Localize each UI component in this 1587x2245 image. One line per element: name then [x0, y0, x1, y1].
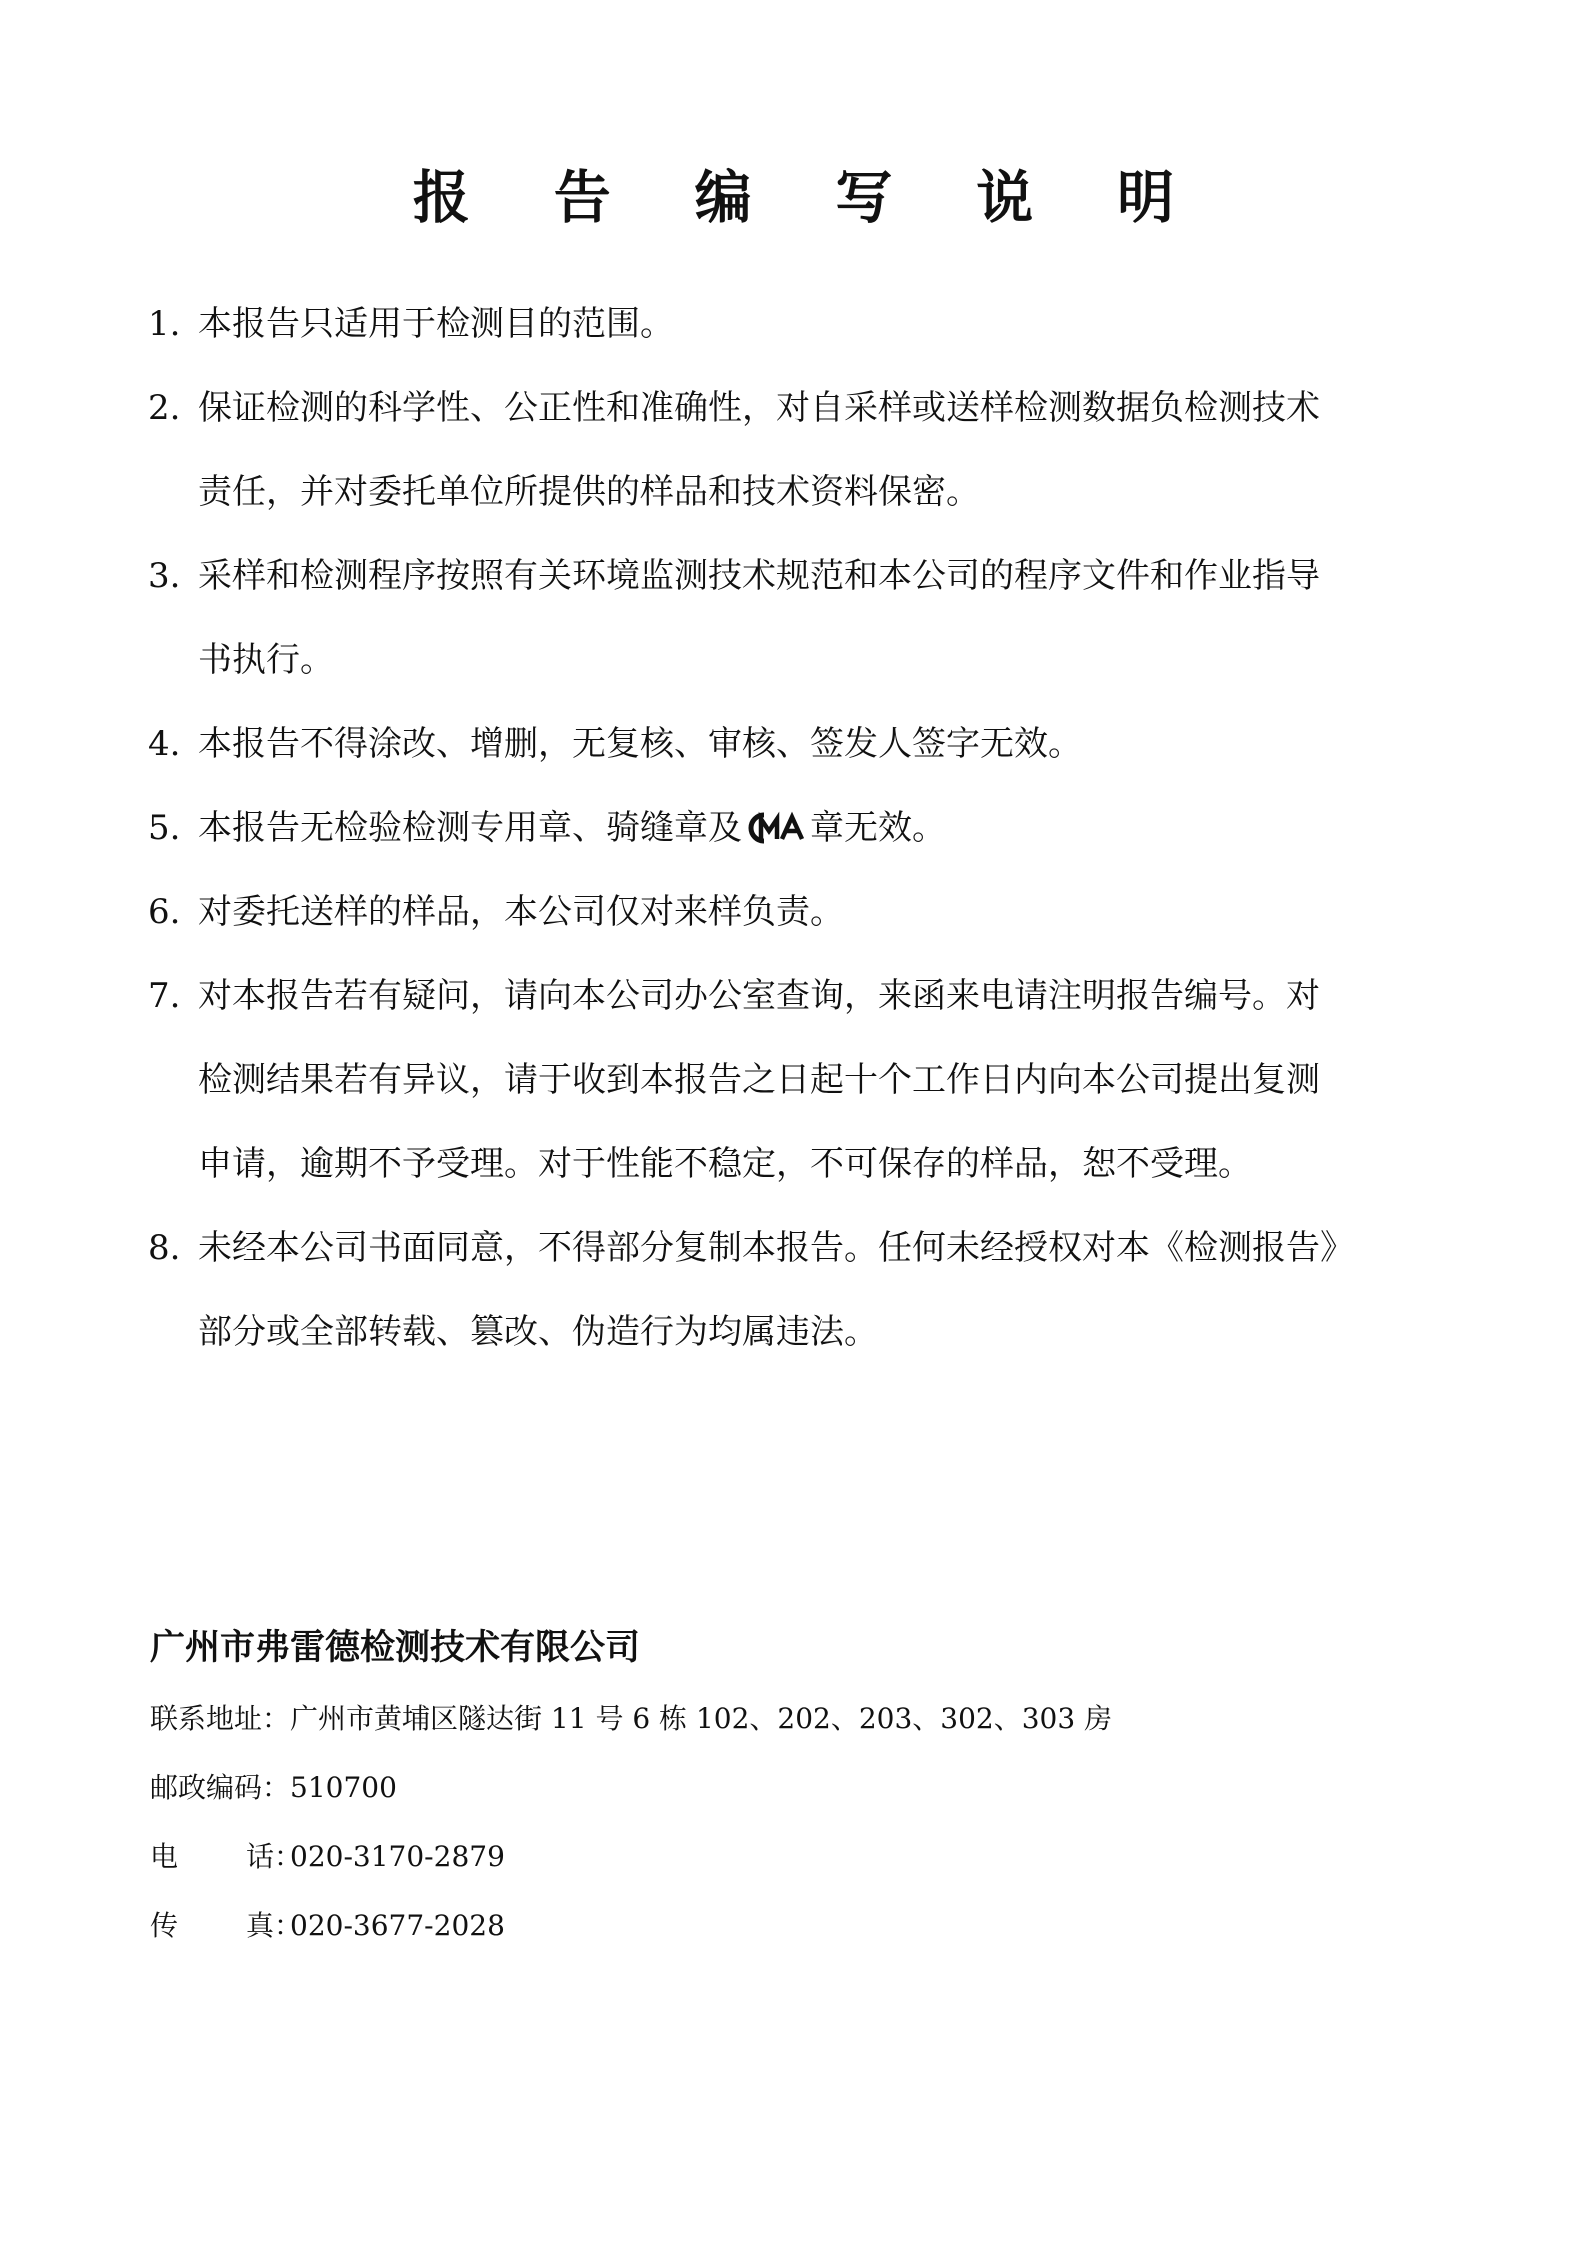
clause-line: 未经本公司书面同意，不得部分复制本报告。任何未经授权对本《检测报告》 — [198, 1228, 1354, 1268]
clause-line: 书执行。 — [198, 640, 334, 680]
clause-text — [198, 1206, 1443, 1374]
clause-line: 本报告不得涂改、增删，无复核、审核、签发人签字无效。 — [198, 724, 1082, 764]
phone-label — [150, 1835, 303, 1879]
clause-line: 对本报告若有疑问，请向本公司办公室查询，来函来电请注明报告编号。对 — [198, 976, 1320, 1016]
phone-value: 020-3170-2879 — [290, 1840, 505, 1873]
clause-line: 部分或全部转载、篡改、伪造行为均属违法。 — [198, 1312, 878, 1352]
address-row — [150, 1697, 1112, 1741]
clause-line: 申请，逾期不予受理。对于性能不稳定，不可保存的样品，恕不受理。 — [198, 1144, 1252, 1184]
clause-line: 责任，并对委托单位所提供的样品和技术资料保密。 — [198, 472, 980, 512]
clause-line: 对委托送样的样品，本公司仅对来样负责。 — [198, 892, 844, 932]
clause-text — [198, 282, 1443, 366]
clause-number: 4. — [148, 724, 181, 764]
fax-label-part: 真： — [246, 1909, 303, 1942]
clause-text — [198, 954, 1443, 1206]
fax-value: 020-3677-2028 — [290, 1909, 505, 1942]
postcode-row — [150, 1766, 397, 1810]
phone-label-part: 话： — [246, 1840, 303, 1873]
clause-line: 检测结果若有异议，请于收到本报告之日起十个工作日内向本公司提出复测 — [198, 1060, 1320, 1100]
clause-number: 2. — [148, 388, 181, 428]
cma-mark-icon — [744, 792, 808, 876]
clause-line — [198, 786, 1443, 876]
postcode-label: 邮政编码： — [150, 1771, 291, 1804]
clause-number: 3. — [148, 556, 181, 596]
clause-text — [198, 870, 1443, 954]
fax-row — [150, 1904, 505, 1948]
clause-number: 5. — [148, 808, 181, 848]
clause-line: 保证检测的科学性、公正性和准确性，对自采样或送样检测数据负检测技术 — [198, 388, 1320, 428]
address-label: 联系地址： — [150, 1702, 291, 1735]
phone-label-part: 电 — [150, 1840, 179, 1873]
clause-number: 6. — [148, 892, 181, 932]
postcode-value: 510700 — [290, 1771, 397, 1804]
clause-number: 8. — [148, 1228, 181, 1268]
clause-line: 本报告只适用于检测目的范围。 — [198, 304, 674, 344]
company-name: 广州市弗雷德检测技术有限公司 — [150, 1628, 641, 1668]
phone-row — [150, 1835, 505, 1879]
clause-text-after-icon: 章无效。 — [810, 808, 946, 848]
fax-label-part: 传 — [150, 1909, 179, 1942]
clause-number: 7. — [148, 976, 181, 1016]
clause-text — [198, 366, 1443, 534]
address-value: 广州市黄埔区隧达街 11 号 6 栋 102、202、203、302、303 房 — [290, 1702, 1113, 1735]
clause-number: 1. — [148, 304, 181, 344]
clause-text-before-icon: 本报告无检验检测专用章、骑缝章及 — [198, 808, 742, 848]
fax-label — [150, 1904, 303, 1948]
page-title: 报 告 编 写 说 明 — [412, 165, 1207, 231]
clause-text — [198, 702, 1443, 786]
clause-line: 采样和检测程序按照有关环境监测技术规范和本公司的程序文件和作业指导 — [198, 556, 1320, 596]
clause-text — [198, 786, 1443, 876]
clause-text — [198, 534, 1443, 702]
